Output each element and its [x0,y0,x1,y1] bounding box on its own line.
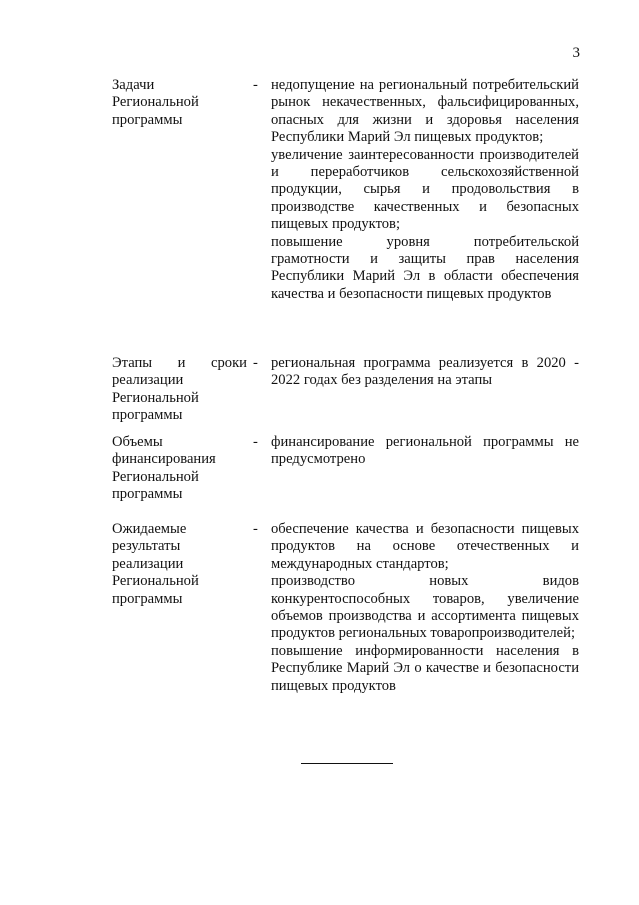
row-dash: - [253,434,258,450]
content-paragraph: недопущение на региональный потребительский рынок некачественных, фальсифицированных, опасных для жизни и здоровья населения Республики Марий Эл пищевых продуктов; [271,77,579,146]
row-label [112,434,247,504]
label-line: Региональной [112,573,199,590]
label-line: реализации [112,555,184,572]
label-line: Задачи [112,77,155,93]
label-line: Объемы [112,434,163,450]
content-paragraph: региональная программа реализуется в 2020 - 2022 годах без разделения на этапы [271,355,579,389]
row-dash: - [253,521,258,537]
label-line: финансирования [112,451,216,468]
row-content [271,77,579,303]
label-line: Этапы и сроки [112,355,247,371]
label-line: реализации [112,372,184,389]
content-paragraph: повышение информированности населения в Республике Марий Эл о качестве и безопасности пищевых продуктов [271,642,579,694]
content-paragraph: финансирование региональной программы не предусмотрено [271,434,579,468]
content-paragraph: повышение уровня потребительской грамотности и защиты прав населения Республики Марий Эл в области обеспечения качества и безопасности пищевых продуктов [271,233,579,302]
content-paragraph: увеличение заинтересованности производителей и переработчиков сельскохозяйственной продукции, сырья и продовольствия в производстве качественных и безопасных пищевых продуктов; [271,146,579,233]
row-label [112,521,247,608]
label-line: программы [112,486,183,503]
row-label [112,77,247,129]
row-label [112,355,247,425]
page-number: 3 [572,45,580,61]
content-paragraph: производство новых видов конкурентоспособных товаров, увеличение объемов производства и ассортимента пищевых продуктов региональных товаропроизводителей; [271,573,579,642]
label-line: Региональной [112,94,199,111]
label-line: Региональной [112,468,199,485]
label-line: результаты [112,538,181,555]
row-dash: - [253,355,258,371]
label-line: Региональной [112,389,199,406]
label-line: программы [112,407,183,424]
label-line: программы [112,590,183,607]
row-dash: - [253,77,258,93]
closing-rule [301,763,393,764]
row-content [271,355,579,390]
row-content [271,434,579,469]
content-paragraph: обеспечение качества и безопасности пищевых продуктов на основе отечественных и международных стандартов; [271,521,579,572]
label-line: Ожидаемые [112,521,187,537]
row-content [271,521,579,695]
label-line: программы [112,111,183,128]
